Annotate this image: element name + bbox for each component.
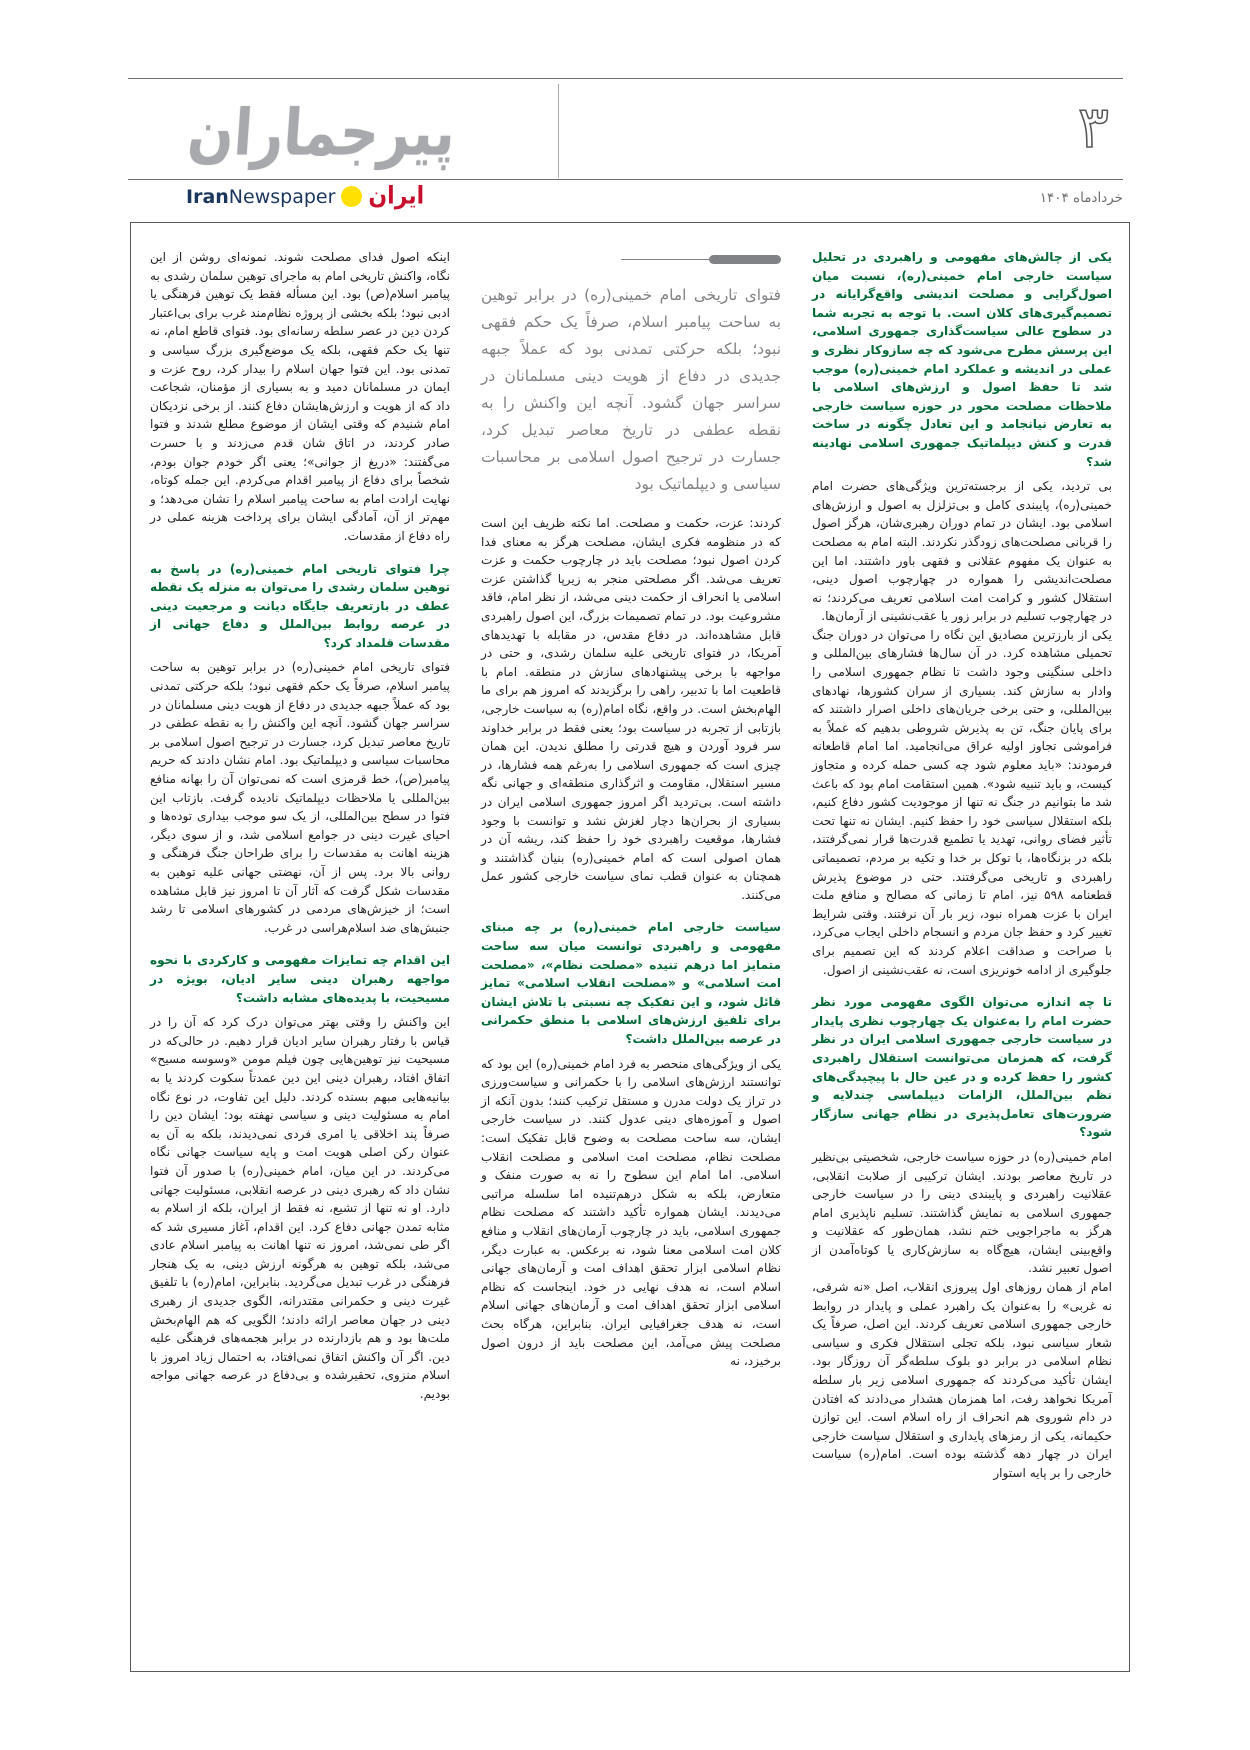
question-heading: این اقدام چه تمایزات مفهومی و کارکردی با نحوه مواجهه رهبران دینی سایر ادیان، بویژه در مسیحیت، با پدیده‌های مشابه داشت؟ — [150, 953, 450, 1005]
publication-title: پیرجماران — [184, 94, 458, 170]
paragraph: یکی از ویژگی‌های منحصر به فرد امام خمینی(ره) این بود که توانستند ارزش‌های اسلامی را با حکمرانی و سیاست‌ورزی در تراز یک دولت مدرن و مستقل ترکیب کنند؛ بدون آنکه از اصول و آموزه‌های دینی عدول کنند. در سیاست خارجی ایشان، سه ساحت مصلحت به وضوح قابل تفکیک است: مصلحت نظام، مصلحت امت اسلامی و مصلحت انقلاب اسلامی. اما امام این سطوح را نه به صورت منفک و متعارض، بلکه به شکل درهم‌تنیده اما سلسله مراتبی می‌دیدند. ایشان همواره تأکید داشتند که مصلحت نظام جمهوری اسلامی، باید در چارچوب آرمان‌های انقلاب و منافع کلان امت اسلامی معنا شود، نه برعکس. به عبارت دیگر، نظام اسلامی ابزار تحقق اهداف امت و آرمان‌های جهانی اسلام است، نه هدف نهایی در خود. اینجاست که نظام اسلامی ابزار تحقق اهداف امت و آرمان‌های جهانی اسلام است، نه هدف جغرافیایی ایران. بنابراین، هرگاه بحث مصلحت پیش می‌آمد، این مصلحت باید از درون اصول برخیزد، نه — [481, 1056, 781, 1369]
iran-newspaper-brand — [186, 184, 424, 209]
question-heading: تا چه اندازه می‌توان الگوی مفهومی مورد نظر حضرت امام را به‌عنوان یک چهارچوب نظری پایدار در سیاست خارجی جمهوری اسلامی ایران در نظر گرفت، که همزمان می‌توانست استقلال راهبردی کشور را حفظ کرده و در عین حال با پیچیدگی‌های نظم بین‌الملل، الزامات دیپلماسی چندلایه و ضرورت‌های تعامل‌پذیری در نظام جهانی سازگار شود؟ — [812, 995, 1112, 1140]
question-heading: سیاست خارجی امام خمینی(ره) بر چه مبنای مفهومی و راهبردی توانست میان سه ساحت متمایز اما درهم تنیده «مصلحت نظام»، «مصلحت امت اسلامی» و «مصلحت انقلاب اسلامی» تمایز قائل شود، و این تفکیک چه نسبتی با تلاش ایشان برای تلفیق ارزش‌های اسلامی با منطق حکمرانی در عرصه بین‌الملل داشت؟ — [481, 920, 781, 1047]
masthead-rule-top — [128, 78, 1123, 79]
pull-quote-block — [481, 248, 781, 498]
article-columns — [150, 248, 1112, 1648]
brand-english-bold: Iran — [186, 185, 229, 208]
pull-quote-text: فتوای تاریخی امام خمینی(ره) در برابر توهین به ساحت پیامبر اسلام، صرفاً یک حکم فقهی نبود؛ بلکه حرکتی تمدنی بود که عملاً جبهه جدیدی در دفاع از هویت دینی مسلمانان در سراسر جهان گشود. آنچه این واکنش را به نقطه عطفی در تاریخ معاصر تبدیل کرد، جسارت در ترجیح اصول اسلامی بر محاسبات سیاسی و دیپلماتیک بود — [481, 286, 781, 493]
brand-english-light: Newspaper — [228, 185, 336, 208]
masthead — [128, 78, 1123, 188]
paragraph: این واکنش را وقتی بهتر می‌توان درک کرد که آن را در قیاس با رفتار رهبران سایر ادیان قرار دهیم. در حالی‌که در مسیحیت نیز توهین‌هایی چون فیلم مومن «وسوسه مسیح» اتفاق افتاد، رهبران دینی این دین عمدتاً سکوت کردند یا به بیانیه‌هایی مبهم بسنده کردند. دلیل این تفاوت، در نوع نگاه امام به مسئولیت دینی و سیاسی نهفته بود: ایشان دین را صرفاً پند اخلاقی یا امری فردی نمی‌دیدند، بلکه به آن به عنوان رکن اصلی هویت امت و پایه سیاست جهانی نگاه می‌کردند. در این میان، امام خمینی(ره) با صدور آن فتوا نشان داد که رهبری دینی در عرصه انقلابی، مسئولیت جهانی دارد. او نه تنها از تشیع، نه فقط از ایران، بلکه از اسلام به مثابه تمدن جهانی دفاع کرد. این اقدام، آغاز مسیری شد که اگر طی نمی‌شد، امروز نه تنها اهانت به پیامبر اسلام عادی می‌شد، بلکه توهین به هرگونه ارزش دینی، به یک هنجار فرهنگی در غرب تبدیل می‌گردید. بنابراین، امام(ره) با تلفیق غیرت دینی و حکمرانی مقتدرانه، الگوی جدیدی از رهبری دینی در جهان معاصر ارائه دادند؛ الگویی که هم الهام‌بخش ملت‌ها بود و هم بازدارنده در برابر هجمه‌های فرهنگی علیه دین. اگر آن واکنش اتفاق نمی‌افتاد، به احتمال زیاد امروز با اسلام منزوی، تحقیرشده و بی‌دفاع در عرصه جهانی مواجه بودیم. — [150, 1015, 450, 1402]
paragraph: بی تردید، یکی از برجسته‌ترین ویژگی‌های حضرت امام خمینی(ره)، پایبندی کامل و بی‌تزلزل به اصول و ارزش‌های اسلامی بود. ایشان در تمام دوران رهبری‌شان، هرگز اصول را قربانی مصلحت‌های زودگذر نکردند. البته امام به مصلحت به عنوان یک مفهوم عقلانی و فقهی باور داشتند. اما این مصلحت‌اندیشی را همواره در چهارچوب اصول دینی، استقلال کشور و کرامت امت اسلامی تعریف می‌کردند؛ نه در چهارچوب تسلیم در برابر زور یا عقب‌نشینی از آرمان‌ها. — [812, 479, 1112, 624]
paragraph: امام از همان روزهای اول پیروزی انقلاب، اصل «نه شرقی، نه غربی» را به‌عنوان یک راهبرد عملی و پایدار در روابط خارجی جمهوری اسلامی تعریف کردند. این اصل، صرفاً یک شعار سیاسی نبود، بلکه تجلی استقلال فکری و سیاسی نظام اسلامی در برابر دو بلوک سلطه‌گر آن روزگار بود. ایشان تأکید می‌کردند که جمهوری اسلامی زیر بار سلطه آمریکا نخواهد رفت، اما همزمان هشدار می‌دادند که افتادن در دام شوروی هم انحراف از راه اسلام است. این توازن حکیمانه، یکی از رمزهای پایداری و استقلال سیاست خارجی ایران در چهار دهه گذشته بوده است. امام(ره) سیاست خارجی را بر پایه استوار — [812, 1280, 1112, 1480]
sun-icon — [341, 186, 362, 207]
brand-farsi: ایران — [368, 182, 425, 211]
masthead-rule-bottom — [128, 179, 1123, 180]
question-heading: چرا فتوای تاریخی امام خمینی(ره) در پاسخ به توهین سلمان رشدی را می‌توان به منزله یک نقطه عطف در بازتعریف جایگاه دیانت و مرجعیت دینی در عرصه روابط بین‌الملل و دفاع جهانی از مقدسات قلمداد کرد؟ — [150, 561, 450, 650]
page-number — [983, 84, 1123, 178]
page-number-text: ۳ — [1077, 93, 1109, 161]
brand-english — [186, 186, 335, 208]
paragraph: امام خمینی(ره) در حوزه سیاست خارجی، شخصیتی بی‌نظیر در تاریخ معاصر بودند. ایشان ترکیبی از صلابت انقلابی، عقلانیت راهبردی و پایبندی دینی را در سیاست خارجی جمهوری اسلامی به نمایش گذاشتند. تسلیم ناپذیری امام هرگز به ماجراجویی ختم نشد، همان‌طور که عقلانیت و واقع‌بینی ایشان، هیچ‌گاه به سازش‌کاری یا کوتاه‌آمدن از اصول تعبیر نشد. — [812, 1149, 1112, 1276]
column-middle — [481, 248, 781, 1648]
separator-bar — [709, 255, 781, 264]
sub-masthead — [128, 182, 1123, 216]
publication-logo — [156, 86, 486, 178]
paragraph: کردند: عزت، حکمت و مصلحت. اما نکته ظریف این است که در منظومه فکری ایشان، مصلحت هرگز به معنای فدا کردن اصول نبود؛ مصلحت باید در چارچوب حکمت و عزت تعریف می‌شد. اگر مصلحتی منجر به زیرپا گذاشتن عزت اسلامی یا انحراف از حکمت دینی می‌شد، از نظر امام، فاقد مشروعیت بود. در تمام تصمیمات بزرگ، این اصول راهبردی قابل مشاهده‌اند. در دفاع مقدس، در مقابله با تهدیدهای آمریکا، در فتوای تاریخی علیه سلمان رشدی، و حتی در مواجهه با برخی پیشنهادهای سازش در منطقه. امام با قاطعیت اما با تدبیر، راهی را برگزیدند که امروز هم برای ما الهام‌بخش است. در واقع، نگاه امام(ره) به سیاست خارجی، بازتابی از تجربه در سیاست بود؛ یعنی فقط در برابر خداوند سر فرود آوردن و هیچ قدرتی را مطلق ندیدن. این همان چیزی است که جمهوری اسلامی را به‌رغم همه فشارها، در مسیر استقلال، مقاومت و اثرگذاری منطقه‌ای و جهانی نگه داشته است. بی‌تردید اگر امروز جمهوری اسلامی ایران در بسیاری از بحران‌ها دچار لغزش نشد و توانست با وجود فشارها، موقعیت راهبردی خود را حفظ کند، ریشه آن در همان اصولی است که امام خمینی(ره) بنیان گذاشتند و همچنان به عنوان قطب نمای سیاست خارجی کشور عمل می‌کنند. — [481, 516, 781, 902]
paragraph: فتوای تاریخی امام خمینی(ره) در برابر توهین به ساحت پیامبر اسلام، صرفاً یک حکم فقهی نبود؛ بلکه حرکتی تمدنی بود که عملاً جبهه جدیدی در دفاع از هویت دینی مسلمانان در سراسر جهان گشود. آنچه این واکنش را به نقطه عطفی در تاریخ معاصر تبدیل کرد، جسارت در ترجیح اصول اسلامی بر محاسبات سیاسی و دیپلماتیک بود. امام نشان دادند که حریم پیامبر(ص)، خط قرمزی است که نمی‌توان آن را بهانه منافع بین‌المللی یا ملاحظات دیپلماتیک نادیده گرفت. بازتاب این فتوا در سطح بین‌المللی، از یک سو موجب بیداری توده‌ها و احیای غیرت دینی در جوامع اسلامی شد، و از سوی دیگر، هزینه اهانت به مقدسات را برای طراحان جنگ فرهنگی و روانی بالا برد. پس از آن، نهضتی جهانی علیه توهین به مقدسات شکل گرفت که آثار آن تا امروز نیز قابل مشاهده است؛ از خیزش‌های مردمی در کشورهای اسلامی تا رشد جنبش‌های ضد اسلام‌هراسی در غرب. — [150, 660, 450, 935]
question-heading: یکی از چالش‌های مفهومی و راهبردی در تحلیل سیاست خارجی امام خمینی(ره)، نسبت میان اصول‌گرایی و مصلحت اندیشی واقع‌گرایانه در تصمیم‌گیری‌های کلان است. با توجه به تجربه شما در سطوح عالی سیاست‌گذاری جمهوری اسلامی، این پرسش مطرح می‌شود که چه سازوکار نظری و عملی در اندیشه و عملکرد امام خمینی(ره) موجب شد تا حفظ اصول و ارزش‌های اسلامی با ملاحظات مصلحت محور در حوزه سیاست خارجی به تعارض نیانجامد و این تعادل چگونه در ساخت قدرت و کنش دیپلماتیک جمهوری اسلامی نهادینه شد؟ — [812, 250, 1112, 469]
issue-date: خردادماه ۱۴۰۴ — [1039, 190, 1123, 206]
column-left — [150, 248, 450, 1648]
pull-quote-separator-icon — [621, 252, 781, 262]
separator-line — [621, 259, 711, 260]
masthead-divider — [558, 84, 559, 178]
paragraph: اینکه اصول فدای مصلحت شوند. نمونه‌ای روشن از این نگاه، واکنش تاریخی امام به ماجرای توهین سلمان رشدی به پیامبر اسلام(ص) بود. این مسأله فقط یک توهین فرهنگی یا ادبی نبود؛ بلکه بخشی از پروژه نظام‌مند غرب برای بی‌اعتبار کردن دین در عصر سلطه رسانه‌ای بود. فتوای قاطع امام، نه تنها یک حکم فقهی، بلکه یک موضع‌گیری بزرگ سیاسی و تمدنی بود. این فتوا جهان اسلام را بیدار کرد، روح عزت و ایمان در مسلمانان دمید و به بسیاری از مؤمنان، شجاعت داد که از هویت و ارزش‌هایشان دفاع کنند. از برخی نزدیکان امام شنیدم که وقتی ایشان از موضوع مطلع شدند و فتوا صادر کردند، در اتاق‌ شان قدم می‌زدند و با حسرت می‌گفتند: «دریغ از جوانی»؛ یعنی اگر خودم جوان بودم، شخصاً برای دفاع از پیامبر اقدام می‌کردم. این جمله کوتاه، نهایت ارادت امام به ساحت پیامبر اسلام را نشان می‌دهد؛ و مهم‌تر از آن، آمادگی ایشان برای پرداخت هزینه عملی در راه دفاع از مقدسات. — [150, 250, 450, 543]
column-right — [812, 248, 1112, 1648]
paragraph: یکی از بارزترین مصادیق این نگاه را می‌توان در دوران جنگ تحمیلی مشاهده کرد. در آن سال‌ها فشارهای بین‌المللی و داخلی سنگینی وجود داشت تا نظام جمهوری اسلامی را وادار به سازش کند. بسیاری از سران کشورها، نهادهای بین‌المللی، و حتی برخی جریان‌های داخلی اصرار داشتند که برای پایان جنگ، تن به پذیرش شروطی بدهیم که عملاً به فراموشی تجاوز اولیه عراق می‌انجامید. اما امام قاطعانه فرمودند: «باید معلوم شود چه کسی حمله کرده و متجاوز کیست، و باید تنبیه شود». همین استقامت امام بود که باعث شد ما بتوانیم در جنگ نه تنها از موجودیت کشور دفاع کنیم، بلکه استقلال سیاسی خود را حفظ کنیم. ایشان نه تنها تحت تأثیر فضای روانی، تهدید یا تطمیع قدرت‌ها قرار نمی‌گرفتند، بلکه در بزنگاه‌ها، با توکل بر خدا و تکیه بر مردم، تصمیماتی راهبردی و تاریخی می‌گرفتند. حتی در موضوع پذیرش قطعنامه ۵۹۸ نیز، امام تا زمانی که مصالح و منافع ملت ایران با عزت همراه نبود، زیر بار آن نرفتند. وقتی شرایط تغییر کرد و حفظ جان مردم و انسجام داخلی ایجاب می‌کرد، با صراحت و صداقت اعلام کردند که این تصمیم برای جلوگیری از ادامه خونریزی است، نه عقب‌نشینی از اصول. — [812, 627, 1112, 977]
